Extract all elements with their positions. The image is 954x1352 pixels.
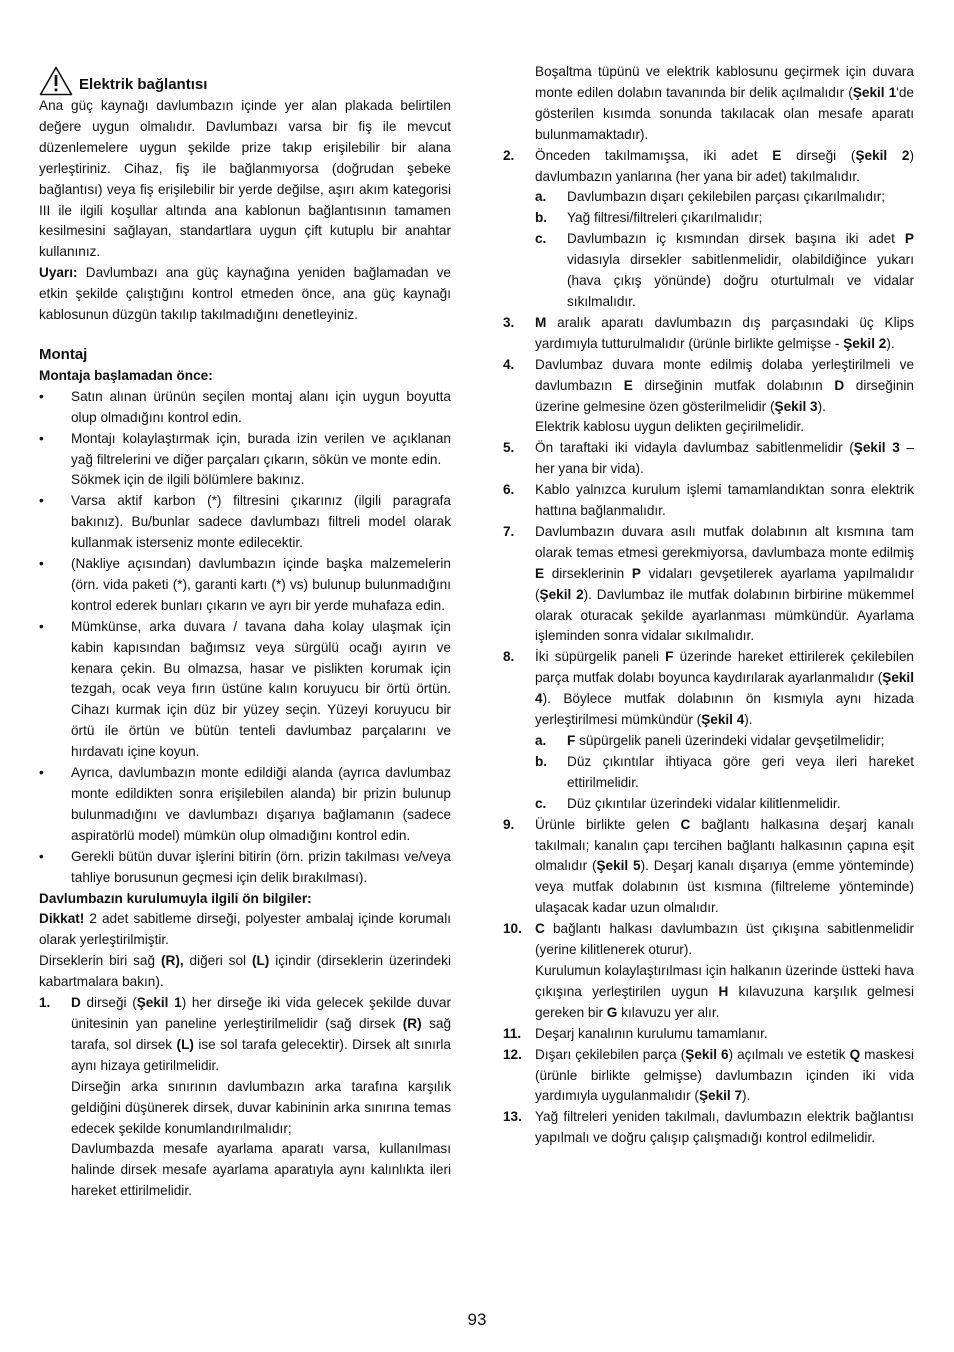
paragraph: Dikkat! 2 adet sabitleme dirseği, polyester ambalaj içinde korumalı olarak yerleştirilmiştir. bbox=[39, 911, 451, 948]
list-item: • Ayrıca, davlumbazın monte edildiği alanda (ayrıca davlumbaz monte edildikten sonra erişilebilen alanda) bir prizin bulunup bulunmadığını ve davlumbazı dışarıya bağlamanın (sadece aspiratörlü model) mümkün olup olmadığını kontrol edin. bbox=[39, 765, 451, 843]
list-item: • (Nakliye açısından) davlumbazın içinde başka malzemelerin (örn. vida paketi (*), garanti kartı (*) vs) bulunup bulunmadığını kontrol ederek bunları çıkarın ve ayrı bir yerde muhafaza edin. bbox=[39, 556, 451, 613]
warning-paragraph: Uyarı: Davlumbazı ana güç kaynağına yeniden bağlamadan ve etkin şekilde çalıştığını kontrol etmeden önce, ana güç kaynağı kablosunun düzgün takılıp takılmadığını denetleyiniz. bbox=[39, 265, 451, 323]
left-column bbox=[39, 62, 451, 1202]
step-3: 3. M aralık aparatı davlumbazın dış parçasındaki üç Klips yardımıyla tutturulmalıdır (ürünle birlikte gelmişse - Şekil 2). bbox=[503, 314, 914, 351]
paragraph: Boşaltma tüpünü ve elektrik kablosunu geçirmek için duvara monte edilen dolabın tavanında bir delik açılmalıdır (Şekil 1'de gösterilen kısımda sonunda takılacak olan mesafe aparatı bulunmamaktadır). bbox=[535, 64, 914, 142]
step-4: 4. Davlumbaz duvara monte edilmiş dolaba yerleştirilmeli ve davlumbazın E dirseğinin mutfak dolabının D dirseğinin üzerine gelmesine özen gösterilmelidir (Şekil 3). Elektrik kablosu uygun delikten geçirilmelidir. bbox=[503, 356, 914, 435]
electrical-connection-heading bbox=[39, 62, 451, 96]
step-11: 11. Deşarj kanalının kurulumu tamamlanır. bbox=[503, 1025, 768, 1041]
substep: a. F süpürgelik paneli üzerindeki vidalar gevşetilmelidir; bbox=[535, 733, 885, 748]
warning-triangle-icon bbox=[39, 66, 73, 96]
list-item: • Mümkünse, arka duvara / tavana daha kolay ulaşmak için kabin kapısından bağımsız veya sürgülü ocağı ayırın ve kenara çekin. Bu olmazsa, hasar ve pislikten korumak için tezgah, ocak veya fırın üstüne kalın koruyucu bir örtü örtün. Cihazı kurmak için düz bir yüzey seçin. Yüzeyi koruyucu bir örtü ile örtün ve bütün tenteli davlumbaz parçalarını ve hırdavatı içine koyun. bbox=[39, 618, 451, 760]
page-number: 93 bbox=[467, 1310, 487, 1329]
list-item: • Montajı kolaylaştırmak için, burada izin verilen ve açıklanan yağ filtrelerini ve diğer parçaları çıkarın, sökün ve monte edin. Sökmek için de ilgili bölümlere bakınız. bbox=[39, 430, 451, 488]
step-1: 1. D dirseği (Şekil 1) her dirseğe iki vida gelecek şekilde duvar ünitesinin yan paneline yerleştirilmelidir (sağ dirsek (R) sağ tarafa, sol dirsek (L) ise sol tarafa gelecektir). Dirsek alt sınırla aynı hizaya getirilmelidir. Dirseğin arka sınırının davlumbazın arka tarafına karşılık geldiğini düşünerek dirsek, duvar kabininin arka sınırına temas edecek şekilde konumlandırılmalıdır; Davlumbazda mesafe ayarlama aparatı varsa, kullanılması halinde dirsek mesafe ayarlama aparatıyla aynı kalınlıkta ileri hareket ettirilmelidir. bbox=[39, 995, 452, 1199]
step-12: 12. Dışarı çekilebilen parça (Şekil 6) açılmalı ve estetik Q maskesi (ürünle birlikte gelmişse) davlumbazın içinden iki vida yardımıyla uygulanmalıdır (Şekil 7). bbox=[503, 1046, 915, 1104]
step-10: 10. C bağlantı halkası davlumbazın üst çıkışına sabitlenmelidir (yerine kilitlenerek oturur). Kurulumun kolaylaştırılması için halkanın üzerinde üstteki hava çıkışına yerleştirilen uygun H kılavuzuna karşılık gelmesi gereken bir G kılavuzu yer alır. bbox=[503, 921, 914, 1020]
substep: c. Düz çıkıntılar üzerindeki vidalar kilitlenmelidir. bbox=[535, 795, 841, 811]
subheading: Davlumbazın kurulumuyla ilgili ön bilgiler: bbox=[39, 890, 312, 906]
substep: b. Yağ filtresi/filtreleri çıkarılmalıdır; bbox=[535, 210, 763, 226]
subheading: Montaja başlamadan önce: bbox=[39, 367, 213, 383]
step-2: 2. Önceden takılmamışsa, iki adet E dirseği (Şekil 2) davlumbazın yanlarına (her yana bir adet) takılmalıdır. bbox=[503, 147, 915, 184]
paragraph: Dirseklerin biri sağ (R), diğeri sol (L) içindir (dirseklerin üzerindeki kabartmalara bakın). bbox=[39, 953, 451, 990]
substep: c. Davlumbazın iç kısmından dirsek başına iki adet P vidasıyla dirsekler sabitlenmelidir, olabildiğince yukarı (hava çıkış yönünde) doğru oturtulmalı ve vidalar sıkılmalıdır. bbox=[535, 231, 914, 309]
list-item: • Varsa aktif karbon (*) filtresini çıkarınız (ilgili paragrafa bakınız). Bu/bunlar sadece davlumbazı filtreli model olarak kullanmak isterseniz monte edilecektir. bbox=[39, 493, 451, 551]
step-8: 8. İki süpürgelik paneli F üzerinde hareket ettirilerek çekilebilen parça mutfak dolabı boyunca kaydırılarak ayarlanmalıdır (Şekil 4). Böylece mutfak dolabının ön kısmıyla aynı hizada yerleştirilmesi mümkündür (Şekil 4). bbox=[503, 649, 914, 728]
step-7: 7. Davlumbazın duvara asılı mutfak dolabının alt kısmına tam olarak temas etmesi gerekmiyorsa, davlumbaza monte edilmiş E dirseklerinin P vidaları gevşetilerek ayarlama yapılmalıdır (Şekil 2). Davlumbaz ile mutfak dolabının birbirine mükemmel olarak oturacak şekilde ayarlanması mümkündür. Ayarlama işleminden sonra vidalar sıkılmalıdır. bbox=[503, 523, 914, 644]
montaj-heading: Montaj bbox=[39, 345, 88, 363]
list-item: • Satın alınan ürünün seçilen montaj alanı için uygun boyutta olup olmadığını kontrol edin. bbox=[39, 388, 451, 425]
step-13: 13. Yağ filtreleri yeniden takılmalı, davlumbazın elektrik bağlantısı yapılmalı ve doğru çalışıp çalışmadığı kontrol edilmelidir. bbox=[503, 1109, 914, 1146]
substep: a. Davlumbazın dışarı çekilebilen parçası çıkarılmalıdır; bbox=[535, 189, 886, 205]
step-6: 6. Kablo yalnızca kurulum işlemi tamamlandıktan sonra elektrik hattına bağlanmalıdır. bbox=[503, 482, 914, 519]
paragraph: Ana güç kaynağı davlumbazın içinde yer alan plakada belirtilen değere uygun olmalıdır. Davlumbazı varsa bir fiş ile mevcut düzenlemelere uygun şekilde prize takıp erişilebilir bir alana yerleştiriniz. Cihaz, fiş ile bağlanmıyorsa (doğrudan şebeke bağlantısı) veya fiş erişilebilir bir yerde değilse, aşırı akım kategorisi III ile ilgili koşullar altında ana kablonun bağlantısının tamamen kesilmesini sağlayan, standartlara uygun çift kutuplu bir anahtar kullanınız. bbox=[39, 98, 451, 260]
step-9: 9. Ürünle birlikte gelen C bağlantı halkasına deşarj kanalı takılmalı; kanalın çapı tercihen bağlantı halkasının çapına eşit olmalıdır (Şekil 5). Deşarj kanalı dışarıya (emme yönteminde) veya mutfak dolabının üst kısmına (filtreleme yönteminde) ulaşacak kadar uzun olmalıdır. bbox=[503, 816, 914, 916]
substep: b. Düz çıkıntılar ihtiyaca göre geri veya ileri hareket ettirilmelidir. bbox=[535, 753, 914, 790]
right-column bbox=[503, 62, 914, 1149]
list-item: • Gerekli bütün duvar işlerini bitirin (örn. prizin takılması ve/veya tahliye borusunun geçmesi için delik bırakılması). bbox=[39, 848, 451, 885]
heading-text: Elektrik bağlantısı bbox=[79, 76, 208, 94]
step-5: 5. Ön taraftaki iki vidayla davlumbaz sabitlenmelidir (Şekil 3 – her yana bir vida). bbox=[503, 440, 914, 477]
